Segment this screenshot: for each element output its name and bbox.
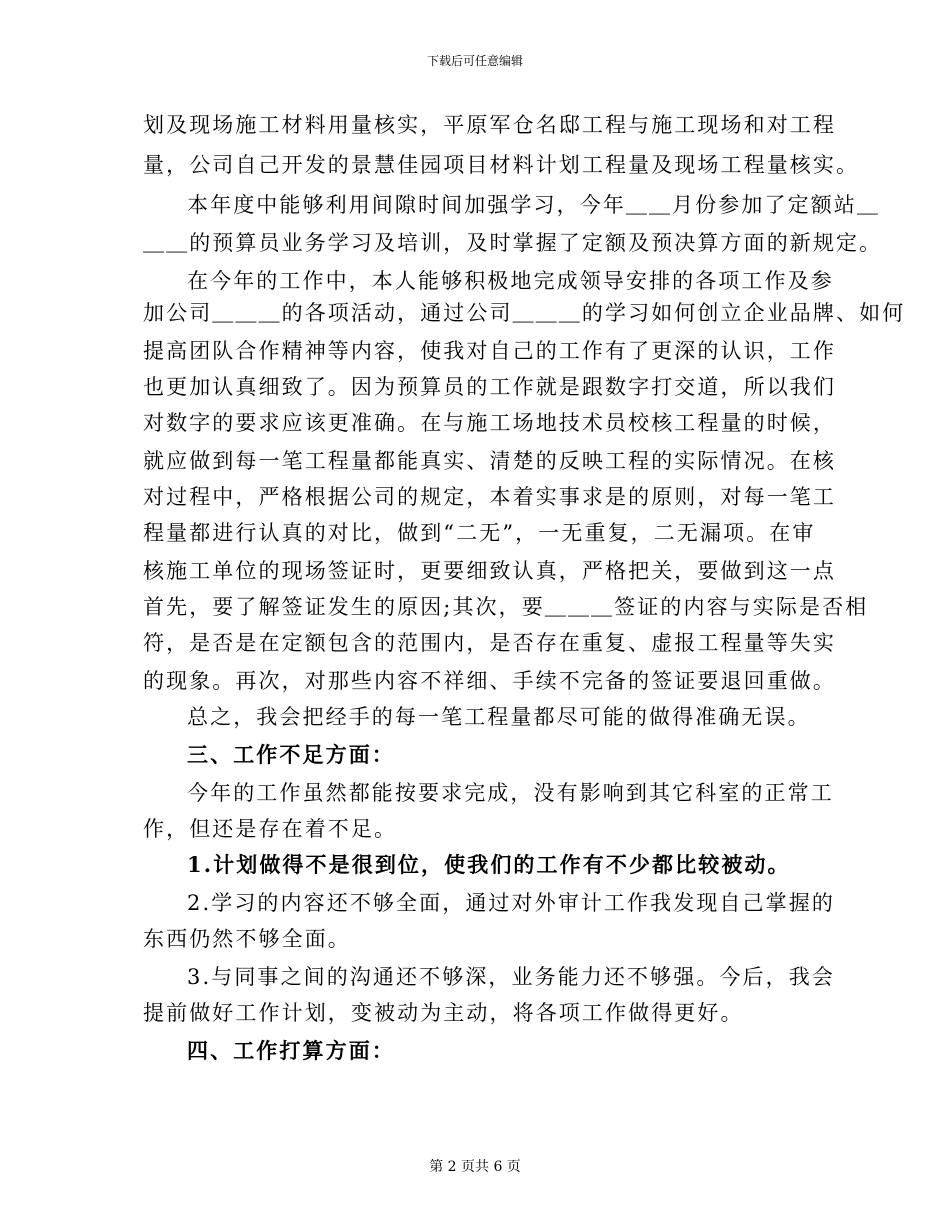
body-line: 总之，我会把经手的每一笔工程量都尽可能的做得准确无误。: [187, 705, 811, 729]
page-header: 下载后可任意编辑: [426, 54, 523, 68]
section-heading: 四、工作打算方面：: [187, 1038, 395, 1063]
body-line: 对过程中，严格根据公司的规定，本着实事求是的原则，对每一笔工: [143, 485, 836, 509]
list-item-bold: 1.计划做得不是很到位，使我们的工作有不少都比较被动。: [187, 852, 791, 877]
list-item: 3.与同事之间的沟通还不够深，业务能力还不够强。今后，我会: [187, 965, 835, 989]
body-line: 划及现场施工材料用量核实，平原军仓名邸工程与施工现场和对工程: [143, 113, 836, 137]
body-line: 加公司＿＿＿的各项活动，通过公司＿＿＿的学习如何创立企业品牌、如何: [143, 301, 906, 325]
body-line: 作，但还是存在着不足。: [143, 817, 398, 841]
section-heading: 三、工作不足方面：: [187, 742, 395, 767]
body-line: 对数字的要求应该更准确。在与施工场地技术员校核工程量的时候，: [143, 411, 836, 435]
body-line: ＿＿的预算员业务学习及培训，及时掌握了定额及预决算方面的新规定。: [143, 231, 883, 255]
page-footer: 第 2 页共 6 页: [429, 1159, 521, 1175]
body-line: 在今年的工作中，本人能够积极地完成领导安排的各项工作及参: [187, 269, 834, 293]
body-line: 提前做好工作计划，变被动为主动，将各项工作做得更好。: [143, 1001, 744, 1025]
body-line: 今年的工作虽然都能按要求完成，没有影响到其它科室的正常工: [187, 781, 834, 805]
body-line: 东西仍然不够全面。: [143, 927, 351, 951]
body-line: 的现象。再次，对那些内容不祥细、手续不完备的签证要退回重做。: [143, 669, 836, 693]
body-line: 程量都进行认真的对比，做到“二无”，一无重复，二无漏项。在审: [143, 521, 816, 545]
body-line: 就应做到每一笔工程量都能真实、清楚的反映工程的实际情况。在核: [143, 449, 836, 473]
body-line: 首先，要了解签证发生的原因;其次，要＿＿＿签证的内容与实际是否相: [143, 595, 869, 619]
body-line: 也更加认真细致了。因为预算员的工作就是跟数字打交道，所以我们: [143, 375, 836, 399]
body-line: 符，是否是在定额包含的范围内，是否存在重复、虚报工程量等失实: [143, 631, 836, 655]
body-line: 核施工单位的现场签证时，更要细致认真，严格把关，要做到这一点: [143, 559, 836, 583]
body-line: 量，公司自己开发的景慧佳园项目材料计划工程量及现场工程量核实。: [143, 153, 860, 177]
body-line: 本年度中能够利用间隙时间加强学习，今年＿＿月份参加了定额站＿: [187, 193, 880, 217]
list-item: 2.学习的内容还不够全面，通过对外审计工作我发现自己掌握的: [187, 891, 835, 915]
body-line: 提高团队合作精神等内容，使我对自己的工作有了更深的认识，工作: [143, 339, 836, 363]
